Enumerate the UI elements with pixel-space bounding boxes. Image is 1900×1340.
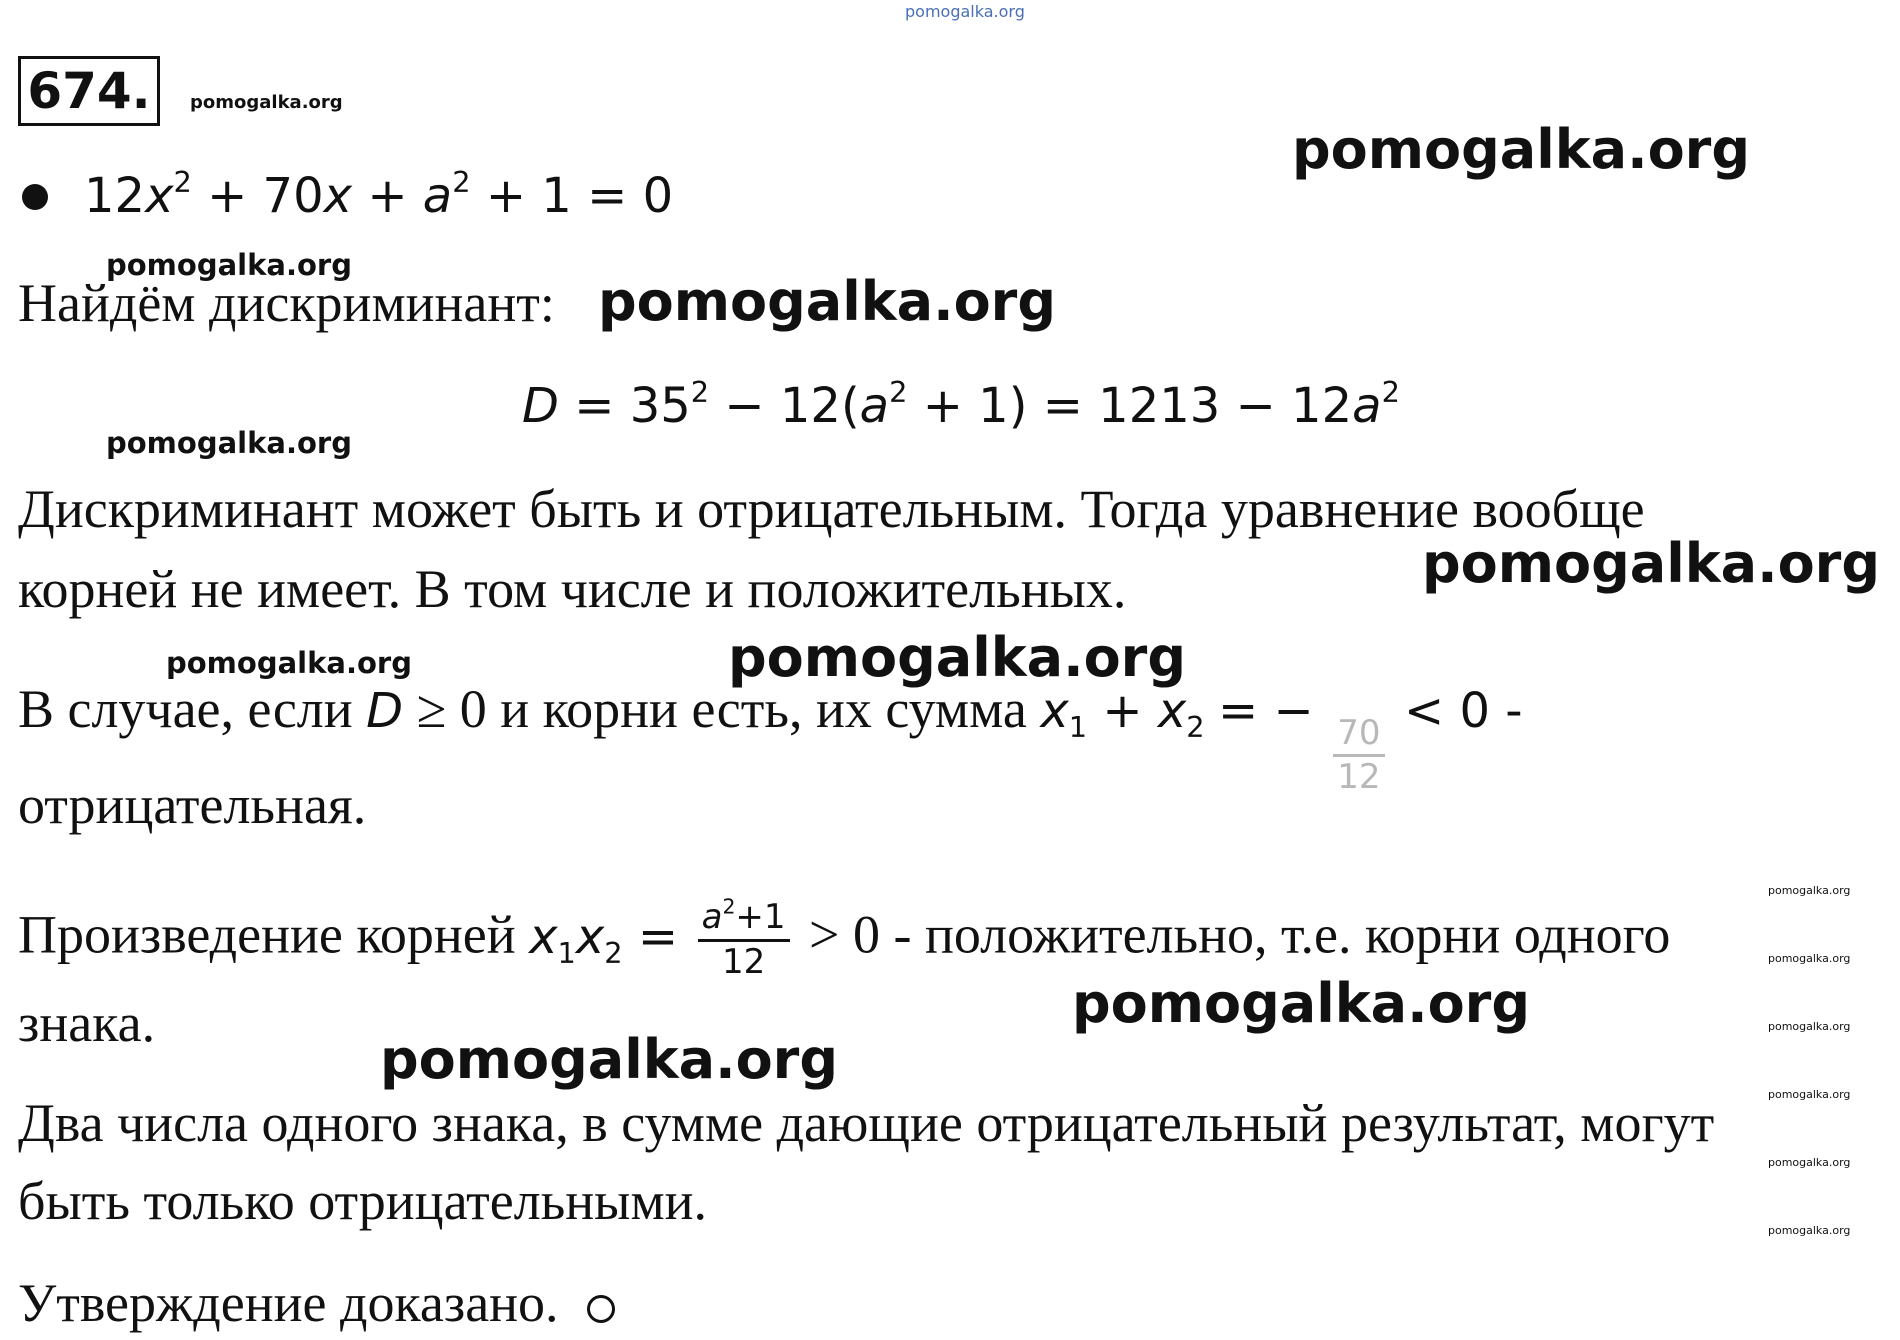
watermark-large: pomogalka.org — [728, 626, 1186, 689]
watermark-large: pomogalka.org — [1072, 972, 1530, 1035]
watermark-large: pomogalka.org — [380, 1028, 838, 1091]
paragraph-1-line-2: корней не имеет. В том числе и положительных. — [18, 559, 1127, 619]
watermark-medium: pomogalka.org — [106, 248, 352, 282]
watermark-tiny: pomogalka.org — [1768, 1224, 1851, 1237]
watermark-tiny: pomogalka.org — [1768, 1156, 1851, 1169]
paragraph-3-end: > 0 - положительно, т.е. корни одного — [809, 904, 1671, 965]
sum-fraction-denominator: 12 — [1337, 757, 1381, 798]
discriminant-part1: = 35 — [574, 378, 691, 434]
conclusion-text: Утверждение доказано. — [18, 1273, 559, 1333]
paragraph-2-line-1: В случае, если D ≥ 0 и корни есть, их сумма $x_1 + x_2$ = − $\frac{70}{12}$ < 0 - — [18, 679, 1523, 798]
paragraph-2-end: < 0 - — [1404, 683, 1523, 739]
paragraph-1-line-1: Дискриминант может быть и отрицательным. Тогда уравнение вообще — [18, 479, 1645, 539]
equation-coef: 12 — [84, 168, 146, 224]
watermark-large: pomogalka.org — [1292, 118, 1750, 181]
conclusion-line — [18, 1273, 615, 1333]
watermark-tiny: pomogalka.org — [1768, 1088, 1851, 1101]
watermark-large: pomogalka.org — [598, 270, 1056, 333]
paragraph-2-line-2: отрицательная. — [18, 775, 367, 835]
equation-plus: + — [367, 168, 408, 224]
product-fraction-denominator: 12 — [721, 941, 766, 982]
sum-rhs: = − — [1218, 683, 1314, 739]
watermark-tiny: pomogalka.org — [1768, 884, 1851, 897]
sum-fraction — [1333, 712, 1384, 798]
paragraph-3-line-1: Произведение корней $x_1x_2$ = $\frac{a^2+1}{12}$ > 0 - положительно, т.е. корни одного — [18, 894, 1671, 982]
watermark-tiny: pomogalka.org — [1768, 1020, 1851, 1033]
discriminant-part2: − 12( — [724, 378, 860, 434]
end-of-proof-icon — [587, 1295, 615, 1323]
watermark-small: pomogalka.org — [190, 92, 343, 113]
watermark-large: pomogalka.org — [1422, 532, 1880, 595]
discriminant-formula: $D = 35^2 - 12(a^2 + 1) = 1213 - 12a^2$ — [522, 374, 1400, 434]
problem-number: 674. — [18, 56, 160, 126]
equation-mid: + 70 — [207, 168, 324, 224]
watermark-top: pomogalka.org — [905, 2, 1025, 21]
watermark-tiny: pomogalka.org — [1768, 952, 1851, 965]
paragraph-3-start: Произведение корней — [18, 904, 516, 965]
paragraph-2-start: В случае, если — [18, 679, 353, 739]
bullet-icon — [22, 184, 48, 210]
sum-fraction-numerator: 70 — [1337, 712, 1381, 753]
equation-tail: + 1 = 0 — [485, 168, 674, 224]
paragraph-3-line-2: знака. — [18, 993, 156, 1053]
discriminant-part3: + 1) = 1213 − 12 — [922, 378, 1353, 434]
product-fraction-numerator: $a^2+1$ — [701, 894, 786, 937]
paragraph-4-line-1: Два числа одного знака, в сумме дающие отрицательный результат, могут — [18, 1093, 1715, 1153]
paragraph-4-line-2: быть только отрицательными. — [18, 1171, 708, 1231]
product-fraction — [698, 894, 790, 982]
find-discriminant-text: Найдём дискриминант: — [18, 273, 555, 333]
equation: $12x^2 + 70x + a^2 + 1 = 0$ — [84, 164, 674, 224]
watermark-medium: pomogalka.org — [106, 426, 352, 460]
discriminant-symbol: D — [522, 378, 559, 434]
watermark-medium: pomogalka.org — [166, 646, 412, 680]
paragraph-2-condition: ≥ 0 и корни есть, их сумма — [416, 679, 1027, 739]
product-numerator-tail: +1 — [735, 897, 786, 937]
